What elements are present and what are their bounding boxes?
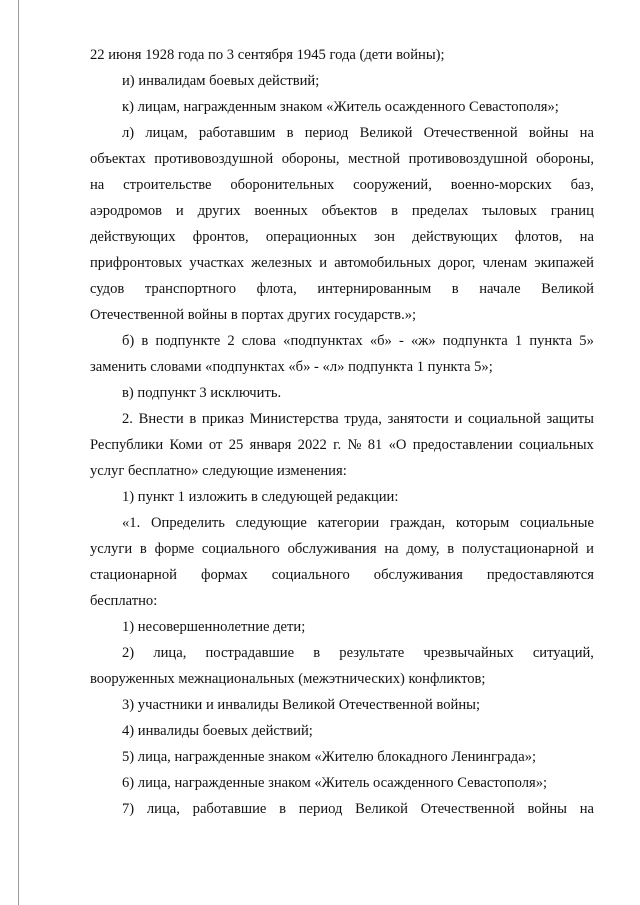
- word: приказ: [201, 411, 244, 427]
- word: и: [319, 255, 328, 271]
- word: операционных: [265, 229, 357, 245]
- word: участках: [189, 255, 245, 271]
- word: тыловых: [482, 203, 537, 219]
- word: на: [579, 801, 594, 817]
- word: ситуаций,: [532, 645, 594, 661]
- word: подпункте: [155, 333, 221, 349]
- word: защиты: [546, 411, 594, 427]
- text-line: [90, 120, 594, 146]
- word: судов: [90, 281, 125, 297]
- word: и: [454, 411, 463, 427]
- word: войны: [527, 801, 567, 817]
- word: объектов: [321, 203, 378, 219]
- word: работавшим: [198, 125, 276, 141]
- word: действующих: [90, 229, 176, 245]
- word: войны: [528, 125, 569, 141]
- word: Отечественной: [420, 801, 515, 817]
- word: границ: [550, 203, 594, 219]
- word: транспортного: [144, 281, 237, 297]
- word: противовоздушной: [408, 151, 528, 167]
- word: в: [189, 411, 197, 427]
- word: «подпунктах: [283, 333, 363, 349]
- word: Великой: [541, 281, 594, 297]
- text-line: [90, 250, 594, 276]
- word: в: [139, 541, 147, 557]
- word: пределах: [411, 203, 469, 219]
- word: фронтов,: [192, 229, 249, 245]
- text-line: 5) лица, награжденные знаком «Жителю блокадного Ленинграда»;: [122, 749, 537, 765]
- word: флота,: [256, 281, 297, 297]
- text-line: бесплатно:: [90, 593, 158, 609]
- text-line: 22 июня 1928 года по 3 сентября 1945 года (дети войны);: [90, 47, 445, 63]
- word: начале: [479, 281, 521, 297]
- word: 5»: [579, 333, 594, 349]
- text-line: [90, 406, 594, 432]
- word: интернированным: [317, 281, 432, 297]
- word: оборонительных: [230, 177, 335, 193]
- scan-left-edge: [18, 0, 19, 905]
- word: №: [347, 437, 362, 453]
- word: 1: [514, 333, 523, 349]
- word: 2): [122, 645, 135, 661]
- text-line: [90, 796, 594, 822]
- word: социальной: [467, 411, 541, 427]
- word: социального: [271, 567, 350, 583]
- text-line: и) инвалидам боевых действий;: [122, 73, 320, 89]
- word: -: [398, 333, 404, 349]
- word: «б»: [369, 333, 392, 349]
- word: на: [90, 177, 105, 193]
- word: военных: [254, 203, 308, 219]
- text-line: [90, 276, 594, 302]
- text-line: 1) несовершеннолетние дети;: [122, 619, 306, 635]
- word: следующие: [235, 515, 307, 531]
- word: обороны,: [281, 151, 340, 167]
- word: Внести: [138, 411, 184, 427]
- word: предоставляются: [486, 567, 594, 583]
- word: 25: [228, 437, 244, 453]
- word: Определить: [150, 515, 225, 531]
- word: 81: [367, 437, 383, 453]
- word: лица,: [146, 801, 180, 817]
- text-line: [90, 562, 594, 588]
- word: 7): [122, 801, 135, 817]
- word: Великой: [355, 801, 408, 817]
- word: от: [208, 437, 223, 453]
- word: местной: [348, 151, 401, 167]
- word: слова: [241, 333, 277, 349]
- word: обслуживания: [287, 541, 377, 557]
- word: в: [391, 203, 399, 219]
- word: г.: [333, 437, 342, 453]
- word: «ж»: [410, 333, 436, 349]
- word: социальные: [519, 515, 594, 531]
- text-line: [90, 146, 594, 172]
- word: января: [249, 437, 292, 453]
- word: экипажей: [534, 255, 594, 271]
- text-line: услуг бесплатно» следующие изменения:: [90, 463, 347, 479]
- word: предоставлении: [412, 437, 513, 453]
- word: в: [286, 125, 294, 141]
- word: баз,: [570, 177, 594, 193]
- word: лица,: [153, 645, 187, 661]
- text-line: [90, 328, 594, 354]
- word: пострадавшие: [205, 645, 295, 661]
- word: лицам,: [145, 125, 188, 141]
- word: на: [579, 125, 594, 141]
- word: б): [122, 333, 135, 349]
- word: социального: [201, 541, 280, 557]
- word: других: [197, 203, 241, 219]
- word: Отечественной: [423, 125, 518, 141]
- word: граждан,: [389, 515, 446, 531]
- word: л): [122, 125, 135, 141]
- word: период: [298, 801, 343, 817]
- word: чрезвычайных: [423, 645, 514, 661]
- word: «1.: [122, 515, 141, 531]
- text-line: [90, 432, 594, 458]
- word: аэродромов: [90, 203, 163, 219]
- word: категории: [317, 515, 380, 531]
- text-line: [90, 510, 594, 536]
- text-line: заменить словами «подпунктах «б» - «л» подпункта 1 пункта 5»;: [90, 359, 493, 375]
- word: железных: [251, 255, 313, 271]
- word: обороны,: [536, 151, 594, 167]
- word: работавшие: [192, 801, 267, 817]
- word: автомобильных: [334, 255, 432, 271]
- word: подпункта: [442, 333, 508, 349]
- word: сооружений,: [353, 177, 432, 193]
- word: Республики: [90, 437, 164, 453]
- text-line: 4) инвалиды боевых действий;: [122, 723, 313, 739]
- text-line: [90, 536, 594, 562]
- word: «О: [388, 437, 407, 453]
- word: Коми: [169, 437, 203, 453]
- word: Министерства: [249, 411, 339, 427]
- word: социальных: [518, 437, 594, 453]
- word: и: [175, 203, 184, 219]
- text-line: [90, 640, 594, 666]
- word: в: [313, 645, 321, 661]
- text-line: 6) лица, награжденные знаком «Житель осажденного Севастополя»;: [122, 775, 548, 791]
- text-line: в) подпункт 3 исключить.: [122, 385, 282, 401]
- word: 2: [227, 333, 235, 349]
- word: 2022: [297, 437, 327, 453]
- word: в: [279, 801, 287, 817]
- word: дому,: [406, 541, 440, 557]
- word: Великой: [359, 125, 413, 141]
- word: на: [579, 229, 594, 245]
- text-line: Отечественной войны в портах других государств.»;: [90, 307, 417, 323]
- text-line: 3) участники и инвалиды Великой Отечественной войны;: [122, 697, 480, 713]
- text-line: 1) пункт 1 изложить в следующей редакции:: [122, 489, 399, 505]
- word: дорог,: [438, 255, 476, 271]
- word: труда,: [344, 411, 382, 427]
- word: результате: [339, 645, 405, 661]
- text-line: [90, 198, 594, 224]
- word: пункта: [529, 333, 573, 349]
- word: и: [586, 541, 594, 557]
- word: противовоздушной: [154, 151, 274, 167]
- word: стационарной: [90, 567, 177, 583]
- word: в: [447, 541, 455, 557]
- word: формах: [200, 567, 248, 583]
- word: на: [384, 541, 399, 557]
- word: действующих: [412, 229, 498, 245]
- word: обслуживания: [373, 567, 463, 583]
- word: период: [304, 125, 349, 141]
- word: флотов,: [514, 229, 563, 245]
- text-line: вооруженных межнациональных (межэтнических) конфликтов;: [90, 671, 486, 687]
- word: строительстве: [123, 177, 212, 193]
- word: объектах: [90, 151, 146, 167]
- word: военно-морских: [450, 177, 552, 193]
- word: прифронтовых: [90, 255, 183, 271]
- word: членам: [482, 255, 528, 271]
- document-page: [90, 42, 594, 822]
- word: которым: [455, 515, 510, 531]
- text-line: [90, 224, 594, 250]
- text-line: [90, 172, 594, 198]
- word: в: [141, 333, 149, 349]
- word: форме: [154, 541, 195, 557]
- word: 2.: [122, 411, 133, 427]
- text-line: к) лицам, награжденным знаком «Житель осажденного Севастополя»;: [122, 99, 559, 115]
- word: услуги: [90, 541, 133, 557]
- word: занятости: [387, 411, 449, 427]
- word: полустационарной: [461, 541, 579, 557]
- word: зон: [374, 229, 395, 245]
- word: в: [451, 281, 459, 297]
